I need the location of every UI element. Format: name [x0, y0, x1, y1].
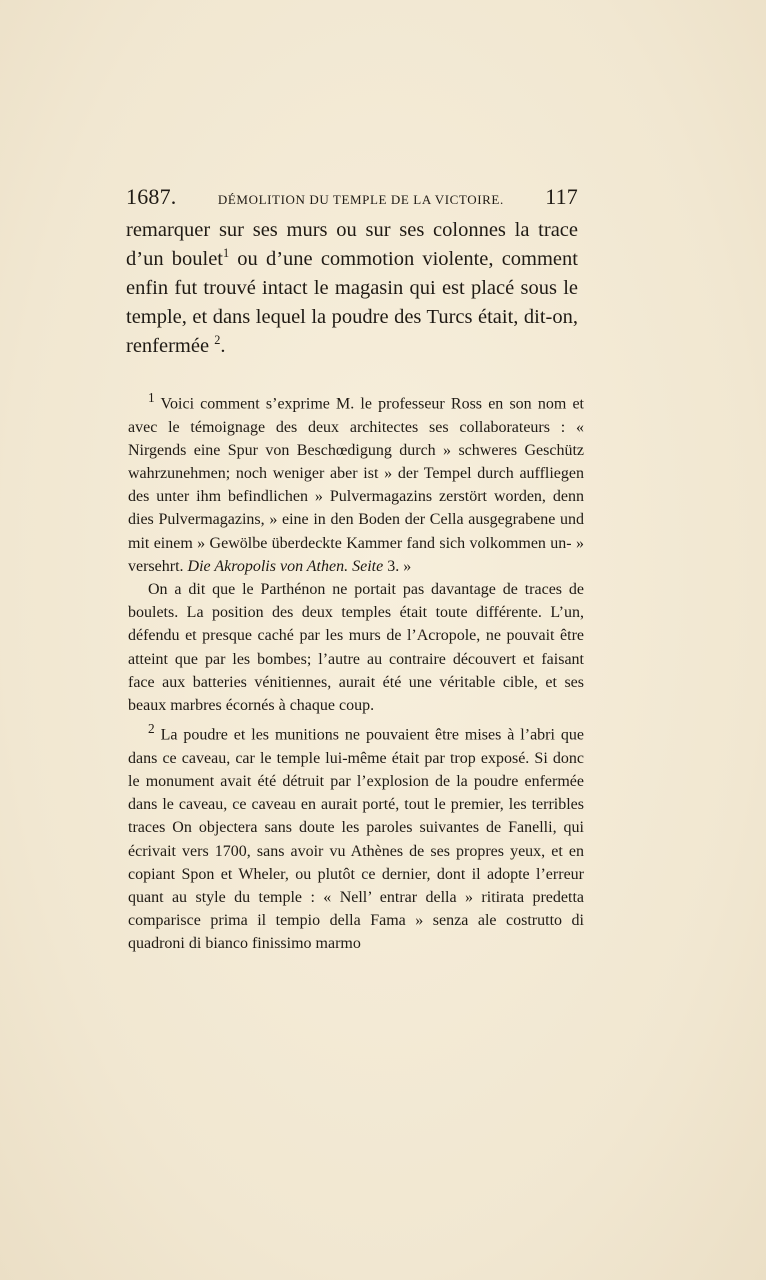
- header-year: 1687.: [126, 184, 177, 209]
- footnote-2-mark: 2: [148, 721, 155, 737]
- header-title: DÉMOLITION DU TEMPLE DE LA VICTOIRE.: [217, 192, 504, 207]
- footnote-1-continuation: On a dit que le Parthénon ne portait pas davantage de traces de boulets. La position des deux temples était toute différente. L’un, défendu et presque caché par les murs de l’Acropole, ne pouvait être atteint que par les bombes; l’autre au contraire découvert et faisant face aux batteries vénitiennes, aurait été une véritable cible, et ses beaux marbres écornés à chaque coup.: [128, 580, 584, 714]
- footnote-ref-2: 2: [214, 333, 221, 348]
- footnote-2: [128, 717, 584, 955]
- footnote-2-text: La poudre et les munitions ne pouvaient être mises à l’abri que dans ce caveau, car le temple lui-même était par trop exposé. Si donc le monument avait été détruit par l’explosion de la poudre enfermée dans le caveau, ce caveau en aurait porté, tout le premier, les terribles traces On objectera sans doute les paroles suivantes de Fanelli, qui écrivait vers 1700, sans avoir vu Athènes de ses propres yeux, et en copiant Spon et Wheler, ou plutôt ce dernier, dont il adopte l’erreur quant au style du temple : « Nell’ entrar della » ritirata predetta comparisce prima il tempio della Fama » senza ale costrutto di quadroni di bianco finissimo marmo: [128, 726, 584, 953]
- footnote-1-mark: 1: [148, 390, 155, 405]
- footnotes: [128, 386, 584, 956]
- running-header: [126, 184, 578, 214]
- main-text-end: .: [220, 335, 226, 357]
- main-text: [126, 216, 578, 361]
- main-text-middle: ou d’une commotion violente, comment enfin fut trouvé intact le magasin qui est placé sous le temple, et dans lequel la poudre des Turcs était, dit-on, renfermée: [126, 248, 578, 357]
- page-number: 117: [545, 184, 578, 209]
- footnote-1-text: Voici comment s’exprime M. le professeur Ross en son nom et avec le témoignage des deux architectes ses collaborateurs : « Nirgends eine Spur von Beschœdigung durch » schweres Geschütz wahrzunehmen; noch weniger aber ist » der Tempel durch auffliegen des unter ihm befindlichen » Pulvermagazins zerstört worden, denn dies Pulvermagazins, » eine in den Boden der Cella ausgegrabene und mit einem » Gewölbe überdeckte Kammer fand sich volkommen un- » versehrt.: [128, 395, 584, 575]
- footnote-1-book-title: Die Akropolis von Athen. Seite: [187, 557, 384, 575]
- footnote-1-ref-end: 3. »: [383, 557, 412, 575]
- main-text-start: remarquer sur ses murs ou sur ses colonnes la trace d’un boulet: [126, 219, 578, 270]
- main-paragraph: [126, 216, 578, 361]
- footnote-ref-1: 1: [222, 246, 230, 261]
- footnote-1: [128, 386, 584, 578]
